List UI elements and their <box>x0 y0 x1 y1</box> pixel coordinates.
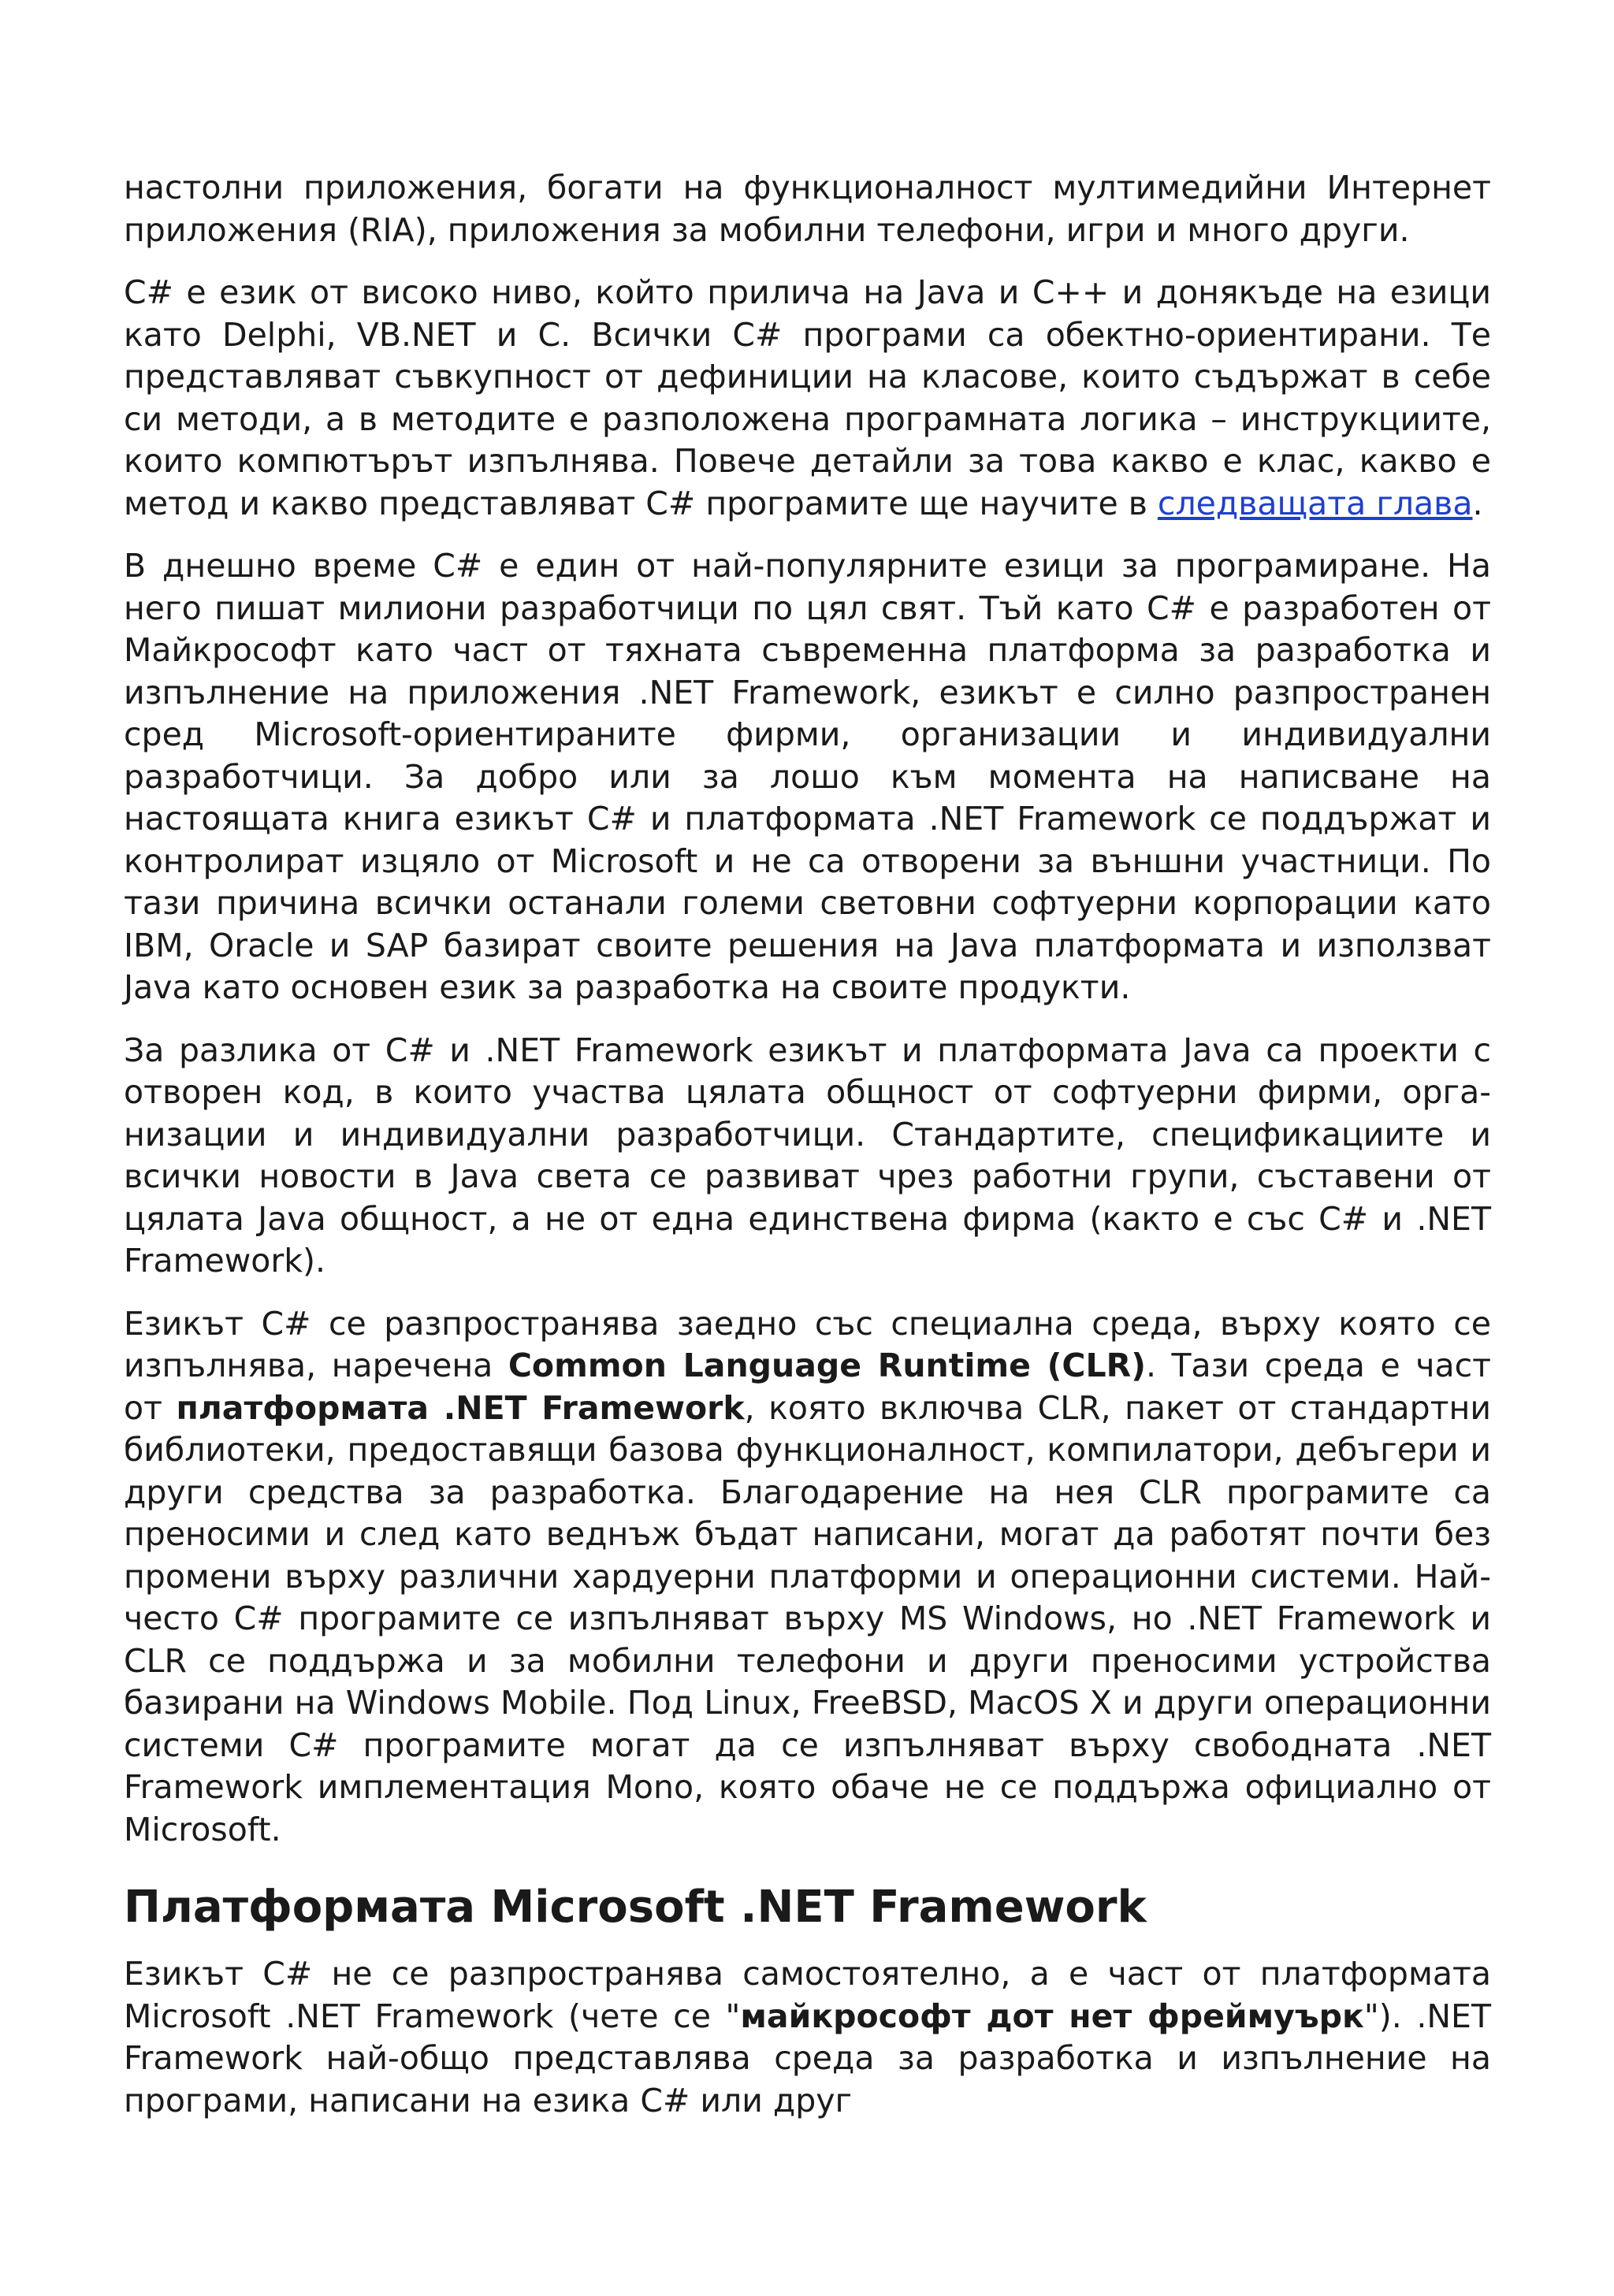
section-heading: Платформата Microsoft .NET Framework <box>124 1882 1147 1933</box>
paragraph-clr <box>124 1303 1491 1852</box>
bold-term-platform: платформата .NET Framework <box>176 1388 745 1427</box>
paragraph-intro-continued: настолни приложения, богати на функционалност мултимедийни Интернет приложения (RIA), приложения за мобилни телефони, игри и много други. <box>124 169 1491 249</box>
paragraph-dotnet-intro <box>124 1953 1491 2122</box>
paragraph-text: Езикът C# се разпространява заедно със специална среда, върху която се изпълнява, наречена <box>124 1304 1491 1384</box>
paragraph-csharp-overview <box>124 272 1491 525</box>
paragraph-java-comparison: За разлика от C# и .NET Framework езикът и платформата Java са проекти с отворен код, в които участва цялата общност от софтуерни фирми, организации и индивидуални разработчици. Стандартите, спецификациите и всички новости в Java света се развиват чрез работни групи, съставени от цялата Java общност, а не от една единствена фирма (както е със C# и .NET Framework). <box>124 1031 1491 1280</box>
next-chapter-link[interactable]: следващата глава <box>1157 484 1473 522</box>
paragraph-text-end: . <box>1472 484 1483 522</box>
page-content <box>124 167 1491 2142</box>
paragraph-text: "). .NET Framework най-общо представлява среда за разработка и изпълнение на програми, написани на езика C# или друг <box>124 1997 1491 2120</box>
paragraph-text: , която включва CLR, пакет от стандартни библиотеки, предоставящи базова функционалност, компилатори, дебъгери и други средства за разработка. Благодарение на нея CLR програмите са преносими и след като веднъж бъдат написани, могат да работят почти без промени върху различни хардуерни платформи и операционни системи. Най-често C# програмите се изпълняват върху MS Windows, но .NET Framework и CLR се поддържа и за мобилни телефони и други преносими устройства базирани на Windows Mobile. Под Linux, FreeBSD, MacOS X и други операционни системи C# програмите могат да се изпълняват върху свободната .NET Framework имплементация Mono, която обаче не се поддържа официално от Microsoft. <box>124 1388 1491 1848</box>
paragraph-text: C# е език от високо ниво, който прилича на Java и C++ и донякъде на езици като Delphi, VB.NET и C. Всички C# програми са обектно-ориентирани. Те представляват съвкупност от дефиниции на класове, които съдържат в себе си методи, а в методите е разположена програмната логика – инструкциите, които компютърът изпълнява. Повече детайли за това какво е клас, какво е метод и какво представляват C# програмите ще научите в <box>124 273 1491 522</box>
bold-pronunciation: майкрософт дот нет фреймуърк <box>740 1997 1364 2035</box>
paragraph-text: Езикът C# не се разпространява самостоятелно, а е част от платформата Microsoft .NET Framework (чете се " <box>124 1955 1491 2035</box>
bold-term-clr: Common Language Runtime (CLR) <box>508 1347 1146 1384</box>
paragraph-csharp-popularity: В днешно време C# е един от най-популярните езици за програмиране. На него пишат милиони разработчици по цял свят. Тъй като C# е разработен от Майкрософт като част от тяхната съвременна платформа за разработка и изпълнение на приложения .NET Framework, езикът е силно разпространен сред Microsoft-ориентираните фирми, организации и индивидуални разработчици. За добро или за лошо към момента на написване на настоящата книга езикът C# и платформата .NET Framework се поддържат и контролират изцяло от Microsoft и не са отворени за външни участници. По тази причина всички останали големи световни софтуерни корпорации като IBM, Oracle и SAP базират своите решения на Java платформата и използват Java като основен език за разработка на своите продукти. <box>124 547 1491 1006</box>
paragraph-text: . Тази среда е част от <box>124 1347 1491 1427</box>
